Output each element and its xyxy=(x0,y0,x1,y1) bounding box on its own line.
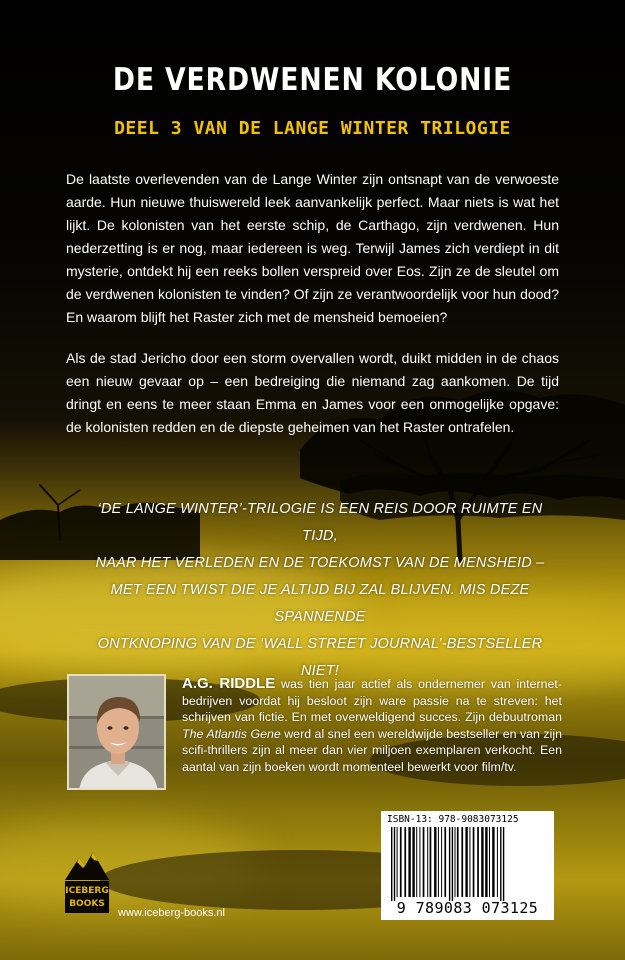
isbn-barcode xyxy=(381,811,554,920)
barcode-bar xyxy=(500,827,501,901)
barcode-bar xyxy=(444,827,446,897)
isbn-label: ISBN-13: 978-9083073125 xyxy=(387,814,519,825)
barcode-bar xyxy=(492,827,494,897)
book-title: DE VERDWENEN KOLONIE xyxy=(112,62,513,98)
blurb-paragraph-1: De laatste overlevenden van de Lange Winter zijn ontsnapt van de verwoeste aarde. Hun nieuwe thuiswereld leek aanvankelijk perfect. Maar niets is wat het lijkt. De kolonisten van het eerste schip, de Carthago, zijn verdwenen. Hun nederzetting is er nog, maar iedereen is weg. Terwijl James zich verdiept in dit mysterie, ontdekt hij een reeks bollen verspreid over Eos. Zijn ze de sleutel om de verdwenen kolonisten te vinden? Of zijn ze verantwoordelijk voor hun dood? En waarom blijft het Raster zich met de mensheid bemoeien? xyxy=(66,171,559,325)
barcode-bar xyxy=(441,827,442,897)
barcode-bar xyxy=(412,827,414,897)
barcode-bar xyxy=(469,827,470,897)
barcode-bar xyxy=(434,827,436,897)
barcode-bar xyxy=(438,827,439,897)
barcode-bar xyxy=(397,827,398,897)
publisher-logo xyxy=(63,848,111,914)
book-subtitle: DEEL 3 VAN DE LANGE WINTER TRILOGIE xyxy=(114,118,511,139)
author-photo xyxy=(67,674,166,790)
author-name: A.G. RIDDLE xyxy=(182,675,276,692)
barcode-bar xyxy=(423,827,425,897)
logo-line-1: ICEBERG xyxy=(65,886,109,896)
barcode-bar xyxy=(419,827,420,897)
bio-book-title: The Atlantis Gene xyxy=(182,726,281,741)
barcode-bar xyxy=(416,827,417,897)
author-bio xyxy=(182,676,562,775)
publisher-url: www.iceberg-books.nl xyxy=(118,907,225,919)
bio-text-1: was tien jaar actief als ondernemer van internet-bedrijven voordat hij besloot zijn ware passie na te streven: het schrijven van fictie. En met overweldigend succes. Zijn debuutroman xyxy=(182,677,562,724)
bio-text-2: werd al snel een wereldwijde bestseller en van zijn scifi-thrillers zijn al meer dan vier miljoen exemplaren verkocht. Een aantal van zijn boeken wordt momenteel bewerkt voor film/tv. xyxy=(182,726,562,774)
barcode-bar xyxy=(489,827,490,897)
author-portrait xyxy=(69,676,166,790)
logo-line-2: BOOKS xyxy=(69,899,105,909)
barcode-bar xyxy=(452,827,453,901)
barcode-bar xyxy=(455,827,456,897)
barcode-bar xyxy=(391,827,392,901)
barcode-bar xyxy=(457,827,459,897)
barcode-bar xyxy=(481,827,483,897)
barcode-bar xyxy=(427,827,428,897)
barcode-number: 9 789083 073125 xyxy=(396,899,539,917)
quote-line-4: ONTKNOPING VAN DE ‘WALL STREET JOURNAL’-BESTSELLER NIET! xyxy=(97,636,543,679)
barcode-bar xyxy=(485,827,487,897)
quote-line-2: NAAR HET VERLEDEN EN DE TOEKOMST VAN DE MENSHEID – xyxy=(95,555,545,571)
barcode-bar xyxy=(430,827,432,897)
review-quote xyxy=(80,496,560,685)
barcode-bar xyxy=(408,827,410,897)
barcode-bar xyxy=(503,827,504,901)
barcode-bar xyxy=(394,827,395,901)
barcode-bar xyxy=(400,827,402,897)
iceberg-mountain-icon xyxy=(63,848,111,914)
barcode-bar xyxy=(473,827,475,897)
blurb-paragraph-2: Als de stad Jericho door een storm overvallen wordt, duikt midden in de chaos een nieuw gevaar op – een bedreiging die niemand zag aankomen. De tijd dringt en eens te meer staan Emma en James voor een onmogelijke opgave: de kolonisten redden en de diepste geheimen van het Raster ontrafelen. xyxy=(66,350,559,435)
barcode-bar xyxy=(404,827,406,897)
barcode-bar xyxy=(497,827,498,897)
quote-line-3: MET EEN TWIST DIE JE ALTIJD BIJ ZAL BLIJVEN. MIS DEZE SPANNENDE xyxy=(110,582,530,625)
barcode-bar xyxy=(477,827,479,897)
barcode-bar xyxy=(465,827,467,897)
barcode-bar xyxy=(449,827,450,901)
quote-line-1: ‘DE LANGE WINTER’-TRILOGIE IS EEN REIS DOOR RUIMTE EN TIJD, xyxy=(97,501,543,544)
barcode-bar xyxy=(461,827,463,897)
